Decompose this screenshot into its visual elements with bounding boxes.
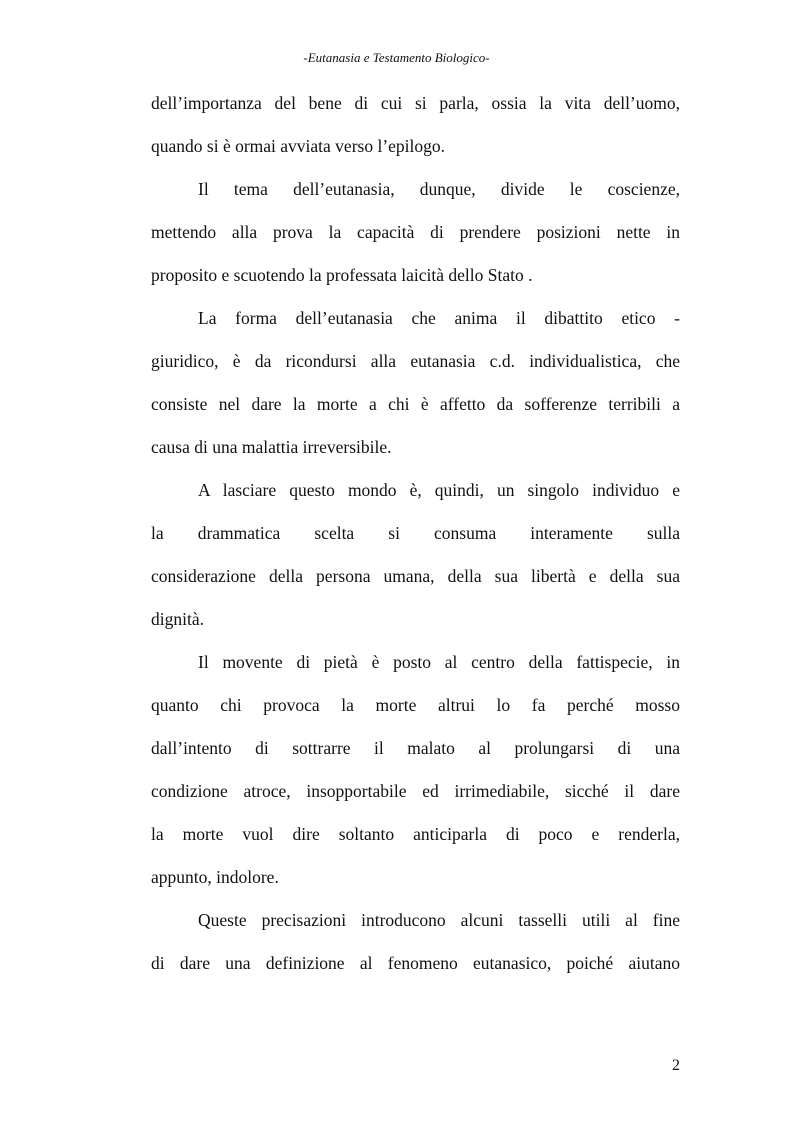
- text-line: Il tema dell’eutanasia, dunque, divide le coscienze,: [198, 179, 680, 199]
- text-line: mettendo alla prova la capacità di prendere posizioni nette in: [151, 222, 680, 242]
- text-line: condizione atroce, insopportabile ed irrimediabile, sicché il dare: [151, 781, 680, 801]
- text-line: consiste nel dare la morte a chi è affetto da sofferenze terribili a: [151, 394, 680, 414]
- running-header: -Eutanasia e Testamento Biologico-: [303, 50, 490, 65]
- text-line: Queste precisazioni introducono alcuni tasselli utili al fine: [198, 910, 680, 930]
- text-line: considerazione della persona umana, della sua libertà e della sua: [151, 566, 680, 586]
- text-line: dall’intento di sottrarre il malato al prolungarsi di una: [151, 738, 680, 758]
- text-line: di dare una definizione al fenomeno eutanasico, poiché aiutano: [151, 953, 680, 973]
- text-line: proposito e scuotendo la professata laicità dello Stato .: [151, 265, 533, 285]
- page-number: 2: [672, 1057, 680, 1074]
- text-line: la drammatica scelta si consuma interamente sulla: [151, 523, 680, 543]
- text-line: quando si è ormai avviata verso l’epilogo.: [151, 136, 446, 156]
- text-line: Il movente di pietà è posto al centro della fattispecie, in: [198, 652, 680, 672]
- text-line: dell’importanza del bene di cui si parla, ossia la vita dell’uomo,: [151, 93, 680, 113]
- text-line: appunto, indolore.: [151, 867, 279, 887]
- text-line: giuridico, è da ricondursi alla eutanasia c.d. individualistica, che: [151, 351, 680, 371]
- text-line: causa di una malattia irreversibile.: [151, 437, 392, 457]
- text-line: A lasciare questo mondo è, quindi, un singolo individuo e: [198, 480, 680, 500]
- text-line: La forma dell’eutanasia che anima il dibattito etico -: [198, 308, 680, 328]
- text-line: la morte vuol dire soltanto anticiparla di poco e renderla,: [151, 824, 680, 844]
- body-text: [151, 82, 680, 985]
- text-line: dignità.: [151, 609, 204, 629]
- text-line: quanto chi provoca la morte altrui lo fa perché mosso: [151, 695, 680, 715]
